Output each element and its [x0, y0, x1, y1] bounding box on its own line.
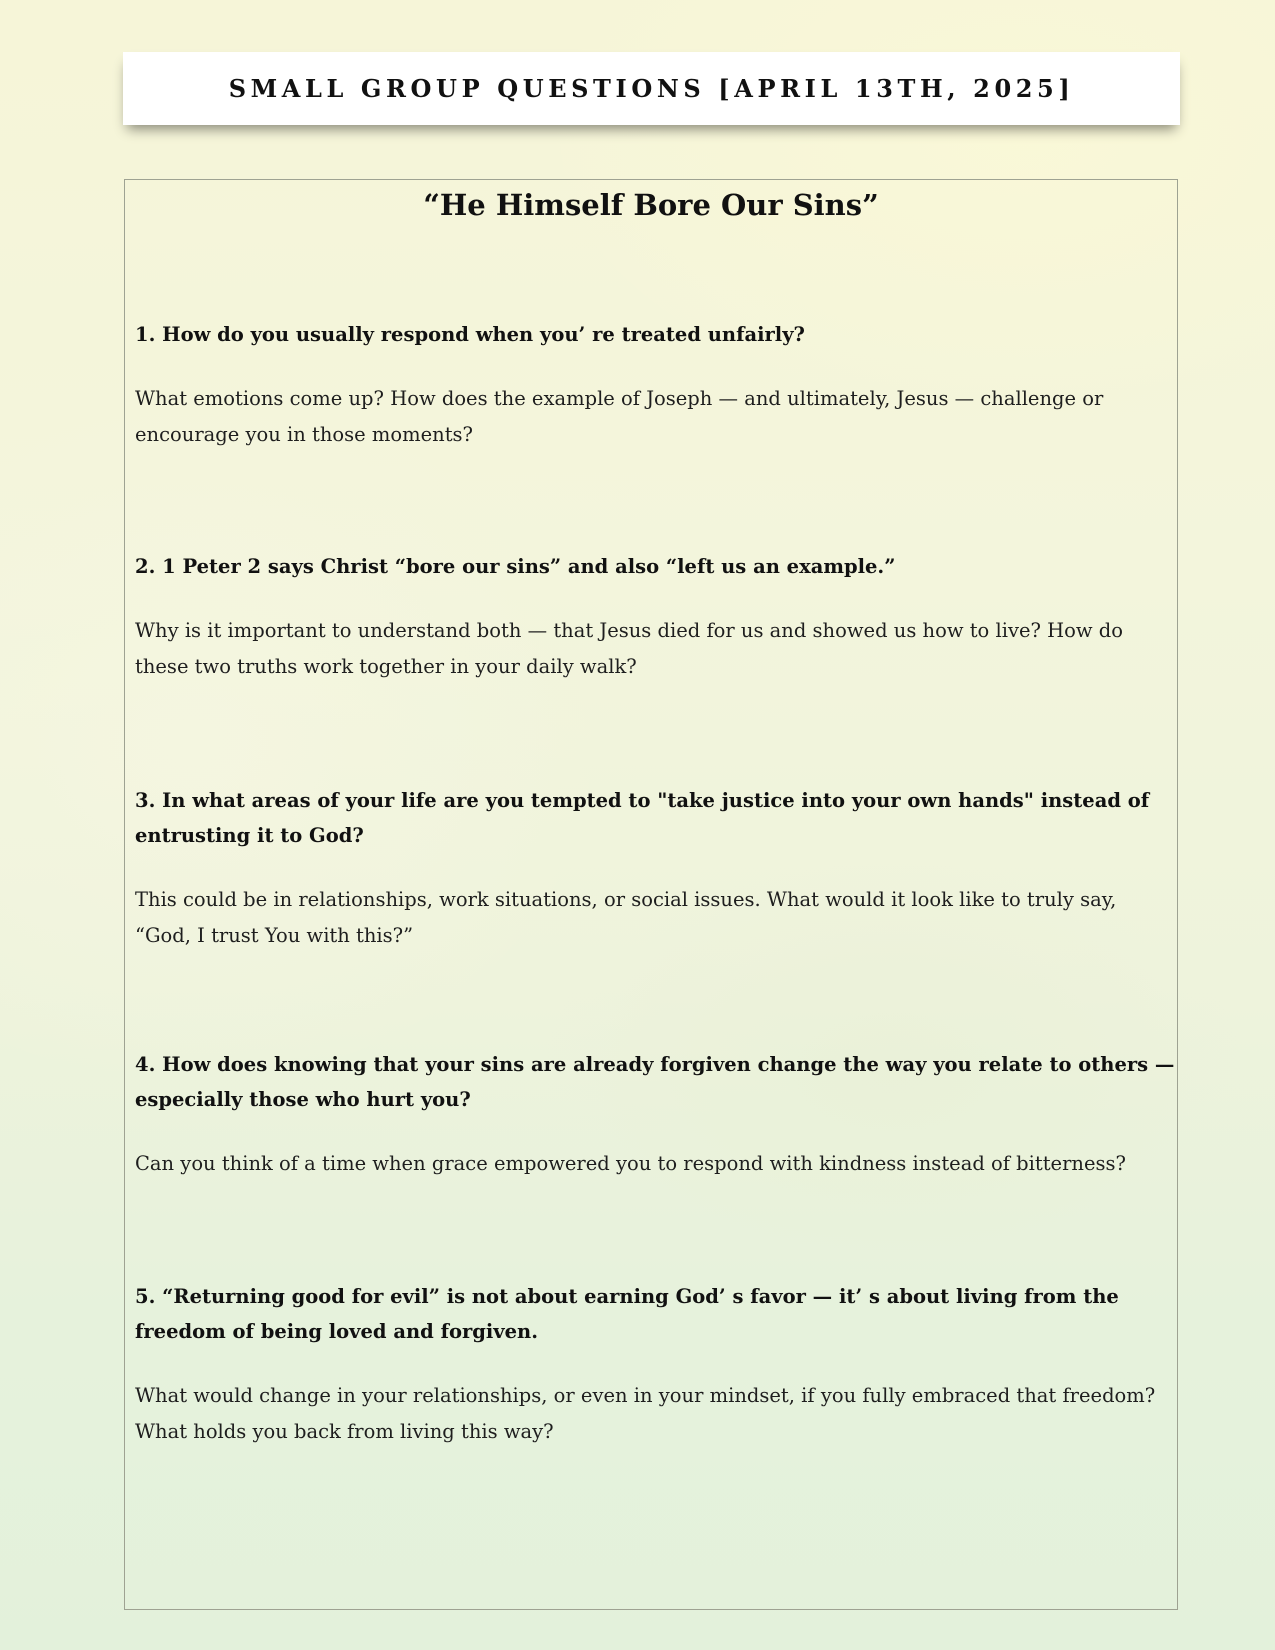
document-title: “He Himself Bore Our Sins” — [423, 188, 879, 222]
question-block-1 — [135, 317, 1175, 453]
question-block-2 — [135, 549, 1175, 685]
question-4-prompt: Can you think of a time when grace empowered you to respond with kindness instead of bitterness? — [135, 1152, 1126, 1175]
question-4-text: 4. How does knowing that your sins are already forgiven change the way you relate to others — especially those who hurt you? — [135, 1053, 1175, 1111]
question-block-3 — [135, 783, 1175, 954]
header-banner — [123, 52, 1180, 125]
content-box — [124, 179, 1178, 1610]
question-block-4 — [135, 1047, 1175, 1182]
question-3-text: 3. In what areas of your life are you tempted to "take justice into your own hands" instead of entrusting it to God? — [135, 789, 1150, 847]
question-3-prompt: This could be in relationships, work situations, or social issues. What would it look like to truly say, “God, I trust You with this?” — [135, 888, 1117, 947]
question-5-prompt: What would change in your relationships, or even in your mindset, if you fully embraced that freedom? What holds you back from living this way? — [135, 1384, 1156, 1443]
question-2-prompt: Why is it important to understand both — that Jesus died for us and showed us how to live? How do these two truths work together in your daily walk? — [135, 619, 1124, 678]
page-header-title: SMALL GROUP QUESTIONS [APRIL 13TH, 2025] — [228, 74, 1075, 103]
question-2-text: 2. 1 Peter 2 says Christ “bore our sins” and also “left us an example.” — [135, 555, 896, 578]
question-5-text: 5. “Returning good for evil” is not about earning God’ s favor — it’ s about living from the freedom of being loved and forgiven. — [135, 1285, 1119, 1343]
question-1-prompt: What emotions come up? How does the example of Joseph — and ultimately, Jesus — challenge or encourage you in those moments? — [135, 387, 1104, 446]
question-block-5 — [135, 1279, 1175, 1450]
question-1-text: 1. How do you usually respond when you’ re treated unfairly? — [135, 323, 805, 346]
